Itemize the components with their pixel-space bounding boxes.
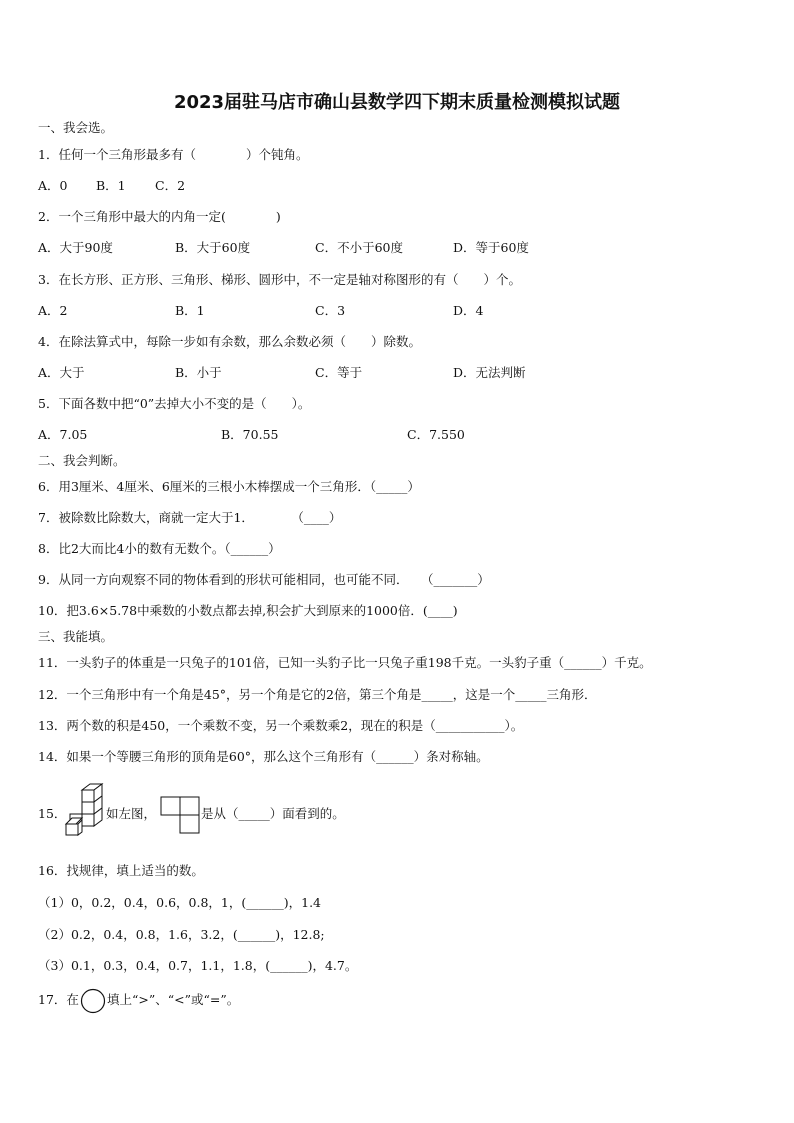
question-9: 9．从同一方向观察不同的物体看到的形状可能相同，也可能不同． （_______）: [38, 572, 490, 587]
section-heading-3: 三、我能填。: [38, 629, 114, 644]
question-3: 3．在长方形、正方形、三角形、梯形、圆形中，不一定是轴对称图形的有（ ）个。: [38, 272, 521, 287]
option-b[interactable]: B．1: [175, 303, 205, 318]
view-grid-figure: [160, 796, 200, 834]
question-16-part-2: （2）0.2，0.4，0.8，1.6，3.2，(______)，12.8;: [38, 927, 325, 942]
option-a[interactable]: A．大于: [38, 365, 85, 380]
option-c[interactable]: C．不小于60度: [315, 240, 403, 255]
question-16-part-3: （3）0.1，0.3，0.4，0.7，1.1，1.8，(______)，4.7。: [38, 958, 358, 973]
question-6: 6．用3厘米、4厘米、6厘米的三根小木棒摆成一个三角形．（_____）: [38, 479, 420, 494]
question-12: 12．一个三角形中有一个角是45°，另一个角是它的2倍，第三个角是_____，这是一个_____三角形．: [38, 687, 597, 702]
question-16: 16．找规律，填上适当的数。: [38, 863, 204, 878]
option-b[interactable]: B．70.55: [221, 427, 279, 442]
section-heading-2: 二、我会判断。: [38, 453, 126, 468]
question-7: 7．被除数比除数大，商就一定大于1． （____）: [38, 510, 342, 525]
option-c[interactable]: C．2: [155, 178, 186, 193]
option-d[interactable]: D．无法判断: [453, 365, 526, 380]
question-16-part-1: （1）0，0.2，0.4，0.6，0.8，1，(______)，1.4: [38, 895, 322, 910]
question-13: 13．两个数的积是450，一个乘数不变，另一个乘数乘2，现在的积是（___________）。: [38, 718, 524, 733]
circle-icon: [80, 988, 106, 1014]
option-a[interactable]: A．0: [38, 178, 68, 193]
option-a[interactable]: A．2: [38, 303, 68, 318]
option-c[interactable]: C．等于: [315, 365, 363, 380]
question-15-text: 如左图，: [106, 806, 157, 821]
question-15-number: 15．: [38, 806, 67, 821]
question-2: 2．一个三角形中最大的内角一定( ): [38, 209, 281, 224]
question-11: 11．一头豹子的体重是一只兔子的101倍，已知一头豹子比一只兔子重198千克。一头豹子重（______）千克。: [38, 655, 652, 670]
option-d[interactable]: D．4: [453, 303, 484, 318]
question-1: 1．任何一个三角形最多有（ ）个钝角。: [38, 147, 309, 162]
option-c[interactable]: C．7.550: [407, 427, 465, 442]
option-a[interactable]: A．7.05: [38, 427, 88, 442]
cube-stack-figure: [64, 780, 106, 836]
option-b[interactable]: B．小于: [175, 365, 222, 380]
question-4: 4．在除法算式中，每除一步如有余数，那么余数必须（ ）除数。: [38, 334, 421, 349]
page-title: 2023届驻马店市确山县数学四下期末质量检测模拟试题: [173, 92, 621, 113]
question-8: 8．比2大而比4小的数有无数个。（______）: [38, 541, 281, 556]
question-17-text: 填上“>”、“<”或“=”。: [107, 992, 240, 1007]
option-b[interactable]: B．1: [96, 178, 126, 193]
option-c[interactable]: C．3: [315, 303, 346, 318]
option-a[interactable]: A．大于90度: [38, 240, 113, 255]
option-b[interactable]: B．大于60度: [175, 240, 251, 255]
question-5: 5．下面各数中把“0”去掉大小不变的是（ ）。: [38, 396, 311, 411]
option-d[interactable]: D．等于60度: [453, 240, 529, 255]
question-10: 10．把3.6×5.78中乘数的小数点都去掉,积会扩大到原来的1000倍．(____): [38, 603, 458, 618]
question-14: 14．如果一个等腰三角形的顶角是60°，那么这个三角形有（______）条对称轴。: [38, 749, 489, 764]
section-heading-1: 一、我会选。: [38, 120, 114, 135]
question-15-end: 是从（_____）面看到的。: [201, 806, 345, 821]
question-17-number: 17．在: [38, 992, 79, 1007]
